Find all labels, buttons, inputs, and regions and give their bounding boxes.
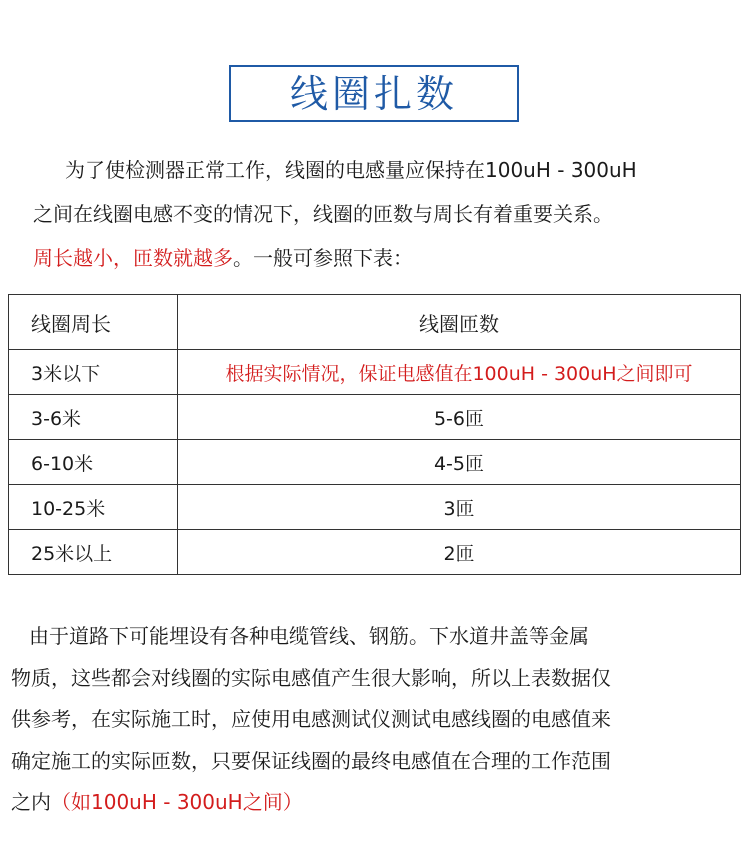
cell-perimeter: 3-6米 <box>9 395 178 440</box>
outro-paragraph <box>11 616 736 824</box>
table-row <box>9 530 741 575</box>
cell-perimeter: 10-25米 <box>9 485 178 530</box>
intro-paragraph <box>33 148 733 280</box>
table-row <box>9 350 741 395</box>
cell-perimeter: 25米以上 <box>9 530 178 575</box>
intro-line-3 <box>33 236 733 280</box>
outro-line-3: 供参考，在实际施工时，应使用电感测试仪测试电感线圈的电感值来 <box>11 707 611 731</box>
outro-line-1: 由于道路下可能埋设有各种电缆管线、钢筋。下水道井盖等金属 <box>29 624 589 648</box>
cell-perimeter: 6-10米 <box>9 440 178 485</box>
header-perimeter: 线圈周长 <box>9 295 178 350</box>
coil-turns-table <box>8 294 741 575</box>
table-row <box>9 440 741 485</box>
table-row <box>9 485 741 530</box>
table-header-row <box>9 295 741 350</box>
page-title: 线圈扎数 <box>289 71 458 116</box>
emphasis-text: （如100uH - 300uH之间） <box>51 790 303 814</box>
emphasis-text: 周长越小，匝数就越多 <box>33 246 233 270</box>
intro-line-1: 为了使检测器正常工作，线圈的电感量应保持在100uH - 300uH <box>65 158 637 182</box>
cell-turns: 根据实际情况，保证电感值在100uH - 300uH之间即可 <box>178 350 741 395</box>
cell-turns: 3匝 <box>178 485 741 530</box>
outro-line-5-start: 之内 <box>11 790 51 814</box>
outro-line-4: 确定施工的实际匝数，只要保证线圈的最终电感值在合理的工作范围 <box>11 748 611 773</box>
cell-perimeter: 3米以下 <box>9 350 178 395</box>
table-row <box>9 395 741 440</box>
cell-turns: 4-5匝 <box>178 440 741 485</box>
outro-line-2: 物质，这些都会对线圈的实际电感值产生很大影响，所以上表数据仅 <box>11 665 611 690</box>
intro-line-2: 之间在线圈电感不变的情况下，线圈的匝数与周长有着重要关系。 <box>33 202 613 226</box>
cell-turns: 5-6匝 <box>178 395 741 440</box>
outro-line-5 <box>11 782 736 824</box>
intro-line-3-rest: 。一般可参照下表： <box>233 246 413 270</box>
header-turns: 线圈匝数 <box>178 295 741 350</box>
title-box <box>229 65 519 122</box>
cell-turns: 2匝 <box>178 530 741 575</box>
